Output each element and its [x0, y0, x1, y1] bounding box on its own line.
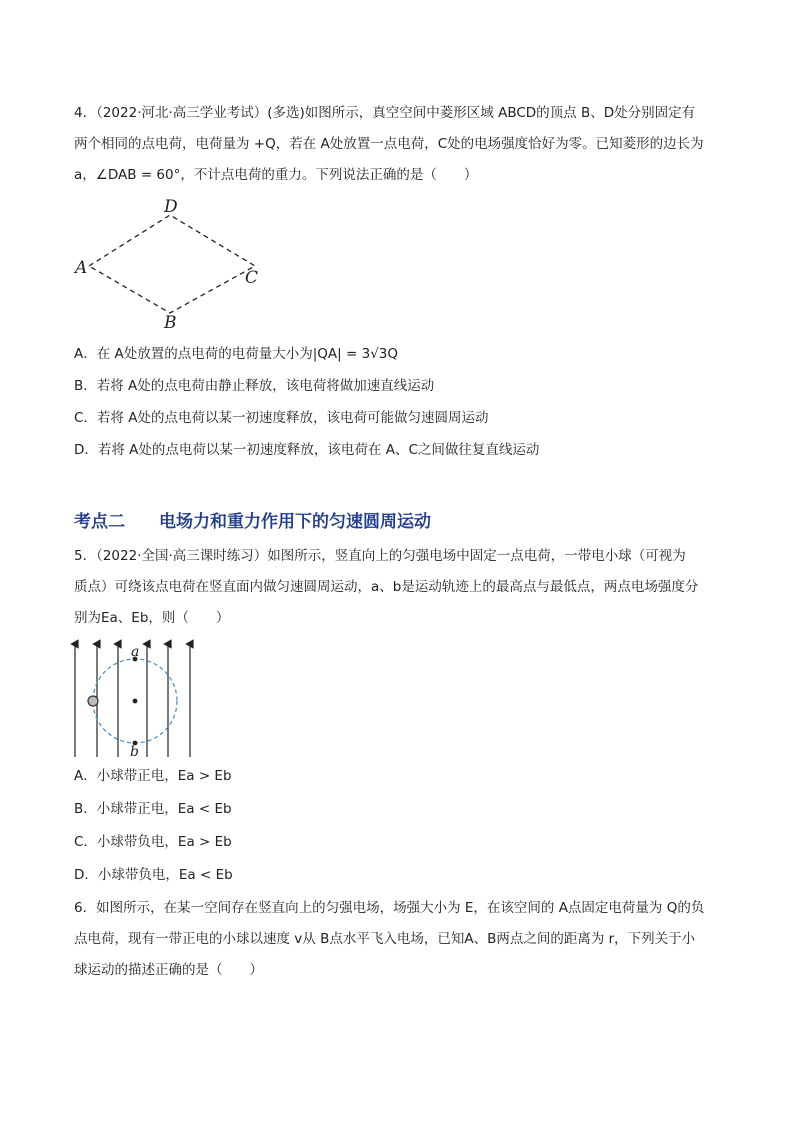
vertex-label-a: A [75, 258, 88, 278]
vertex-label-d: D [164, 197, 178, 217]
q4-stem-line-3: a，∠DAB = 60°，不计点电荷的重力。下列说法正确的是（ ） [74, 167, 478, 183]
rhombus-abcd [89, 215, 255, 313]
charged-ball [88, 696, 98, 706]
q4-stem-line-2: 两个相同的点电荷，电荷量为 +Q，若在 A处放置一点电荷，C处的电场强度恰好为零。已知菱形的边长为 [74, 136, 704, 152]
label-b: b [130, 744, 139, 760]
q4-option-d: D．若将 A处的点电荷以某一初速度释放，该电荷在 A、C之间做往复直线运动 [74, 442, 540, 458]
section-label: 考点二 [74, 512, 125, 532]
q5-option-a: A．小球带正电，Ea > Eb [74, 768, 232, 784]
section-title: 电场力和重力作用下的匀速圆周运动 [159, 512, 431, 532]
vertex-label-b: B [164, 313, 177, 333]
field-figure [68, 636, 198, 761]
q6-stem-line-3: 球运动的描述正确的是（ ） [74, 962, 263, 978]
q5-stem-line-2: 质点）可绕该点电荷在竖直面内做匀速圆周运动，a、b是运动轨迹上的最高点与最低点，两点电场强度分 [74, 579, 699, 595]
q5-stem-line-3: 别为Ea、Eb，则（ ） [74, 610, 230, 626]
q5-option-b: B．小球带正电，Ea < Eb [74, 801, 232, 817]
section-heading [74, 507, 431, 532]
rhombus-figure [70, 195, 270, 335]
q6-stem-line-1: 6．如图所示，在某一空间存在竖直向上的匀强电场，场强大小为 E，在该空间的 A点固定电荷量为 Q的负 [74, 900, 705, 916]
label-a: a [131, 644, 140, 660]
q4-option-c: C．若将 A处的点电荷以某一初速度释放，该电荷可能做匀速圆周运动 [74, 410, 489, 426]
q4-stem-line-1: 4．（2022·河北·高三学业考试）(多选)如图所示，真空空间中菱形区域 ABCD的顶点 B、D处分别固定有 [74, 105, 696, 121]
vertex-label-c: C [245, 268, 259, 288]
q5-option-c: C．小球带负电，Ea > Eb [74, 834, 232, 850]
center-charge [133, 699, 138, 704]
q5-option-d: D．小球带负电，Ea < Eb [74, 867, 233, 883]
q6-stem-line-2: 点电荷，现有一带正电的小球以速度 v从 B点水平飞入电场，已知A、B两点之间的距离为 r，下列关于小 [74, 931, 696, 947]
q4-option-b: B．若将 A处的点电荷由静止释放，该电荷将做加速直线运动 [74, 378, 435, 394]
q4-option-a: A．在 A处放置的点电荷的电荷量大小为|QA| = 3√3Q [74, 346, 399, 362]
q5-stem-line-1: 5．（2022·全国·高三课时练习）如图所示，竖直向上的匀强电场中固定一点电荷，一带电小球（可视为 [74, 548, 686, 564]
